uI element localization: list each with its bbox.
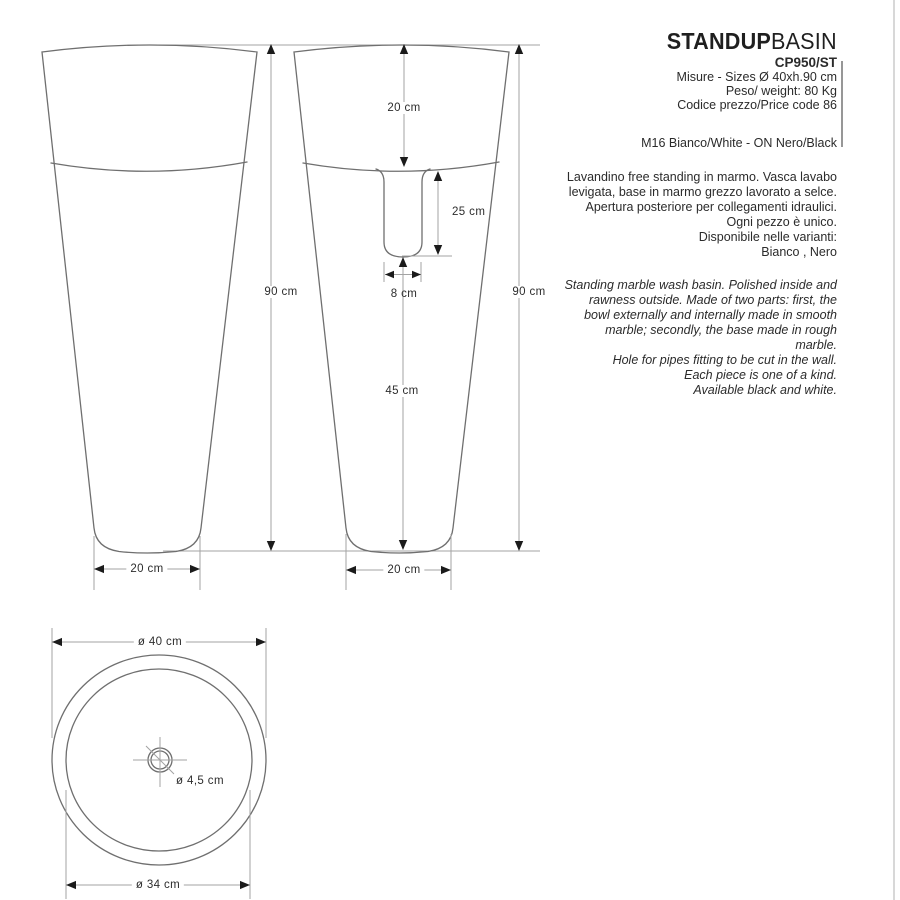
description-line: Bianco , Nero [761,245,837,259]
section-base-dimlines [346,534,451,590]
front-height-label: 90 cm [260,286,301,298]
top-view-drawing [52,628,266,899]
description-line: Hole for pipes fitting to be cut in the wall. [612,353,837,367]
weight-line: Peso/ weight: 80 Kg [725,84,837,98]
description-line: Lavandino free standing in marmo. Vasca lavabo [566,170,837,184]
description-line: marble. [795,338,837,352]
section-base-width-label: 20 cm [383,564,424,576]
description-line: marble; secondly, the base made in rough [605,323,837,337]
description-line: Apertura posteriore per collegamenti idraulici. [585,200,837,214]
front-view-drawing [42,44,275,590]
product-code: CP950/ST [774,55,837,70]
product-title-bold: STANDUP [667,28,772,54]
top-inner-diameter-label: ø 34 cm [132,879,184,891]
section-bowl-depth-label: 20 cm [383,102,424,114]
finish-variants-line: M16 Bianco/White - ON Nero/Black [641,136,837,150]
section-drain-width-label: 8 cm [390,288,418,300]
extension-lines [160,45,540,551]
description-line: Ogni pezzo è unico. [726,215,837,229]
section-drain-depth-dimline [402,172,452,256]
description-italian [567,170,837,260]
front-rim-line [51,162,247,171]
price-code-line: Codice prezzo/Price code 86 [677,98,837,112]
section-drain-depth-label: 25 cm [452,206,486,218]
description-line: Disponibile nelle varianti: [698,230,837,244]
description-line: Available black and white. [693,383,837,397]
page-right-border [893,0,895,900]
sizes-line: Misure - Sizes Ø 40xh.90 cm [676,70,837,84]
product-title [667,29,837,53]
section-drain-channel [376,169,430,257]
text-divider-rule [841,61,843,147]
section-base-height-label: 45 cm [381,385,422,397]
section-view-drawing [294,44,523,590]
product-title-light: BASIN [771,28,837,54]
description-line: bowl externally and internally made in smooth [584,308,837,322]
description-line: rawness outside. Made of two parts: first, the [588,293,837,307]
top-outer-diameter-label: ø 40 cm [134,636,186,648]
description-line: levigata, base in marmo grezzo lavorato a selce. [568,185,837,199]
description-english [565,278,837,398]
section-height-label: 90 cm [508,286,549,298]
front-outline [42,45,257,553]
product-specs [677,56,837,112]
top-drain-diameter-label: ø 4,5 cm [176,775,224,787]
front-base-width-label: 20 cm [126,563,167,575]
description-line: Each piece is one of a kind. [684,368,837,382]
section-rim-line [303,162,499,171]
description-line: Standing marble wash basin. Polished inside and [564,278,837,292]
